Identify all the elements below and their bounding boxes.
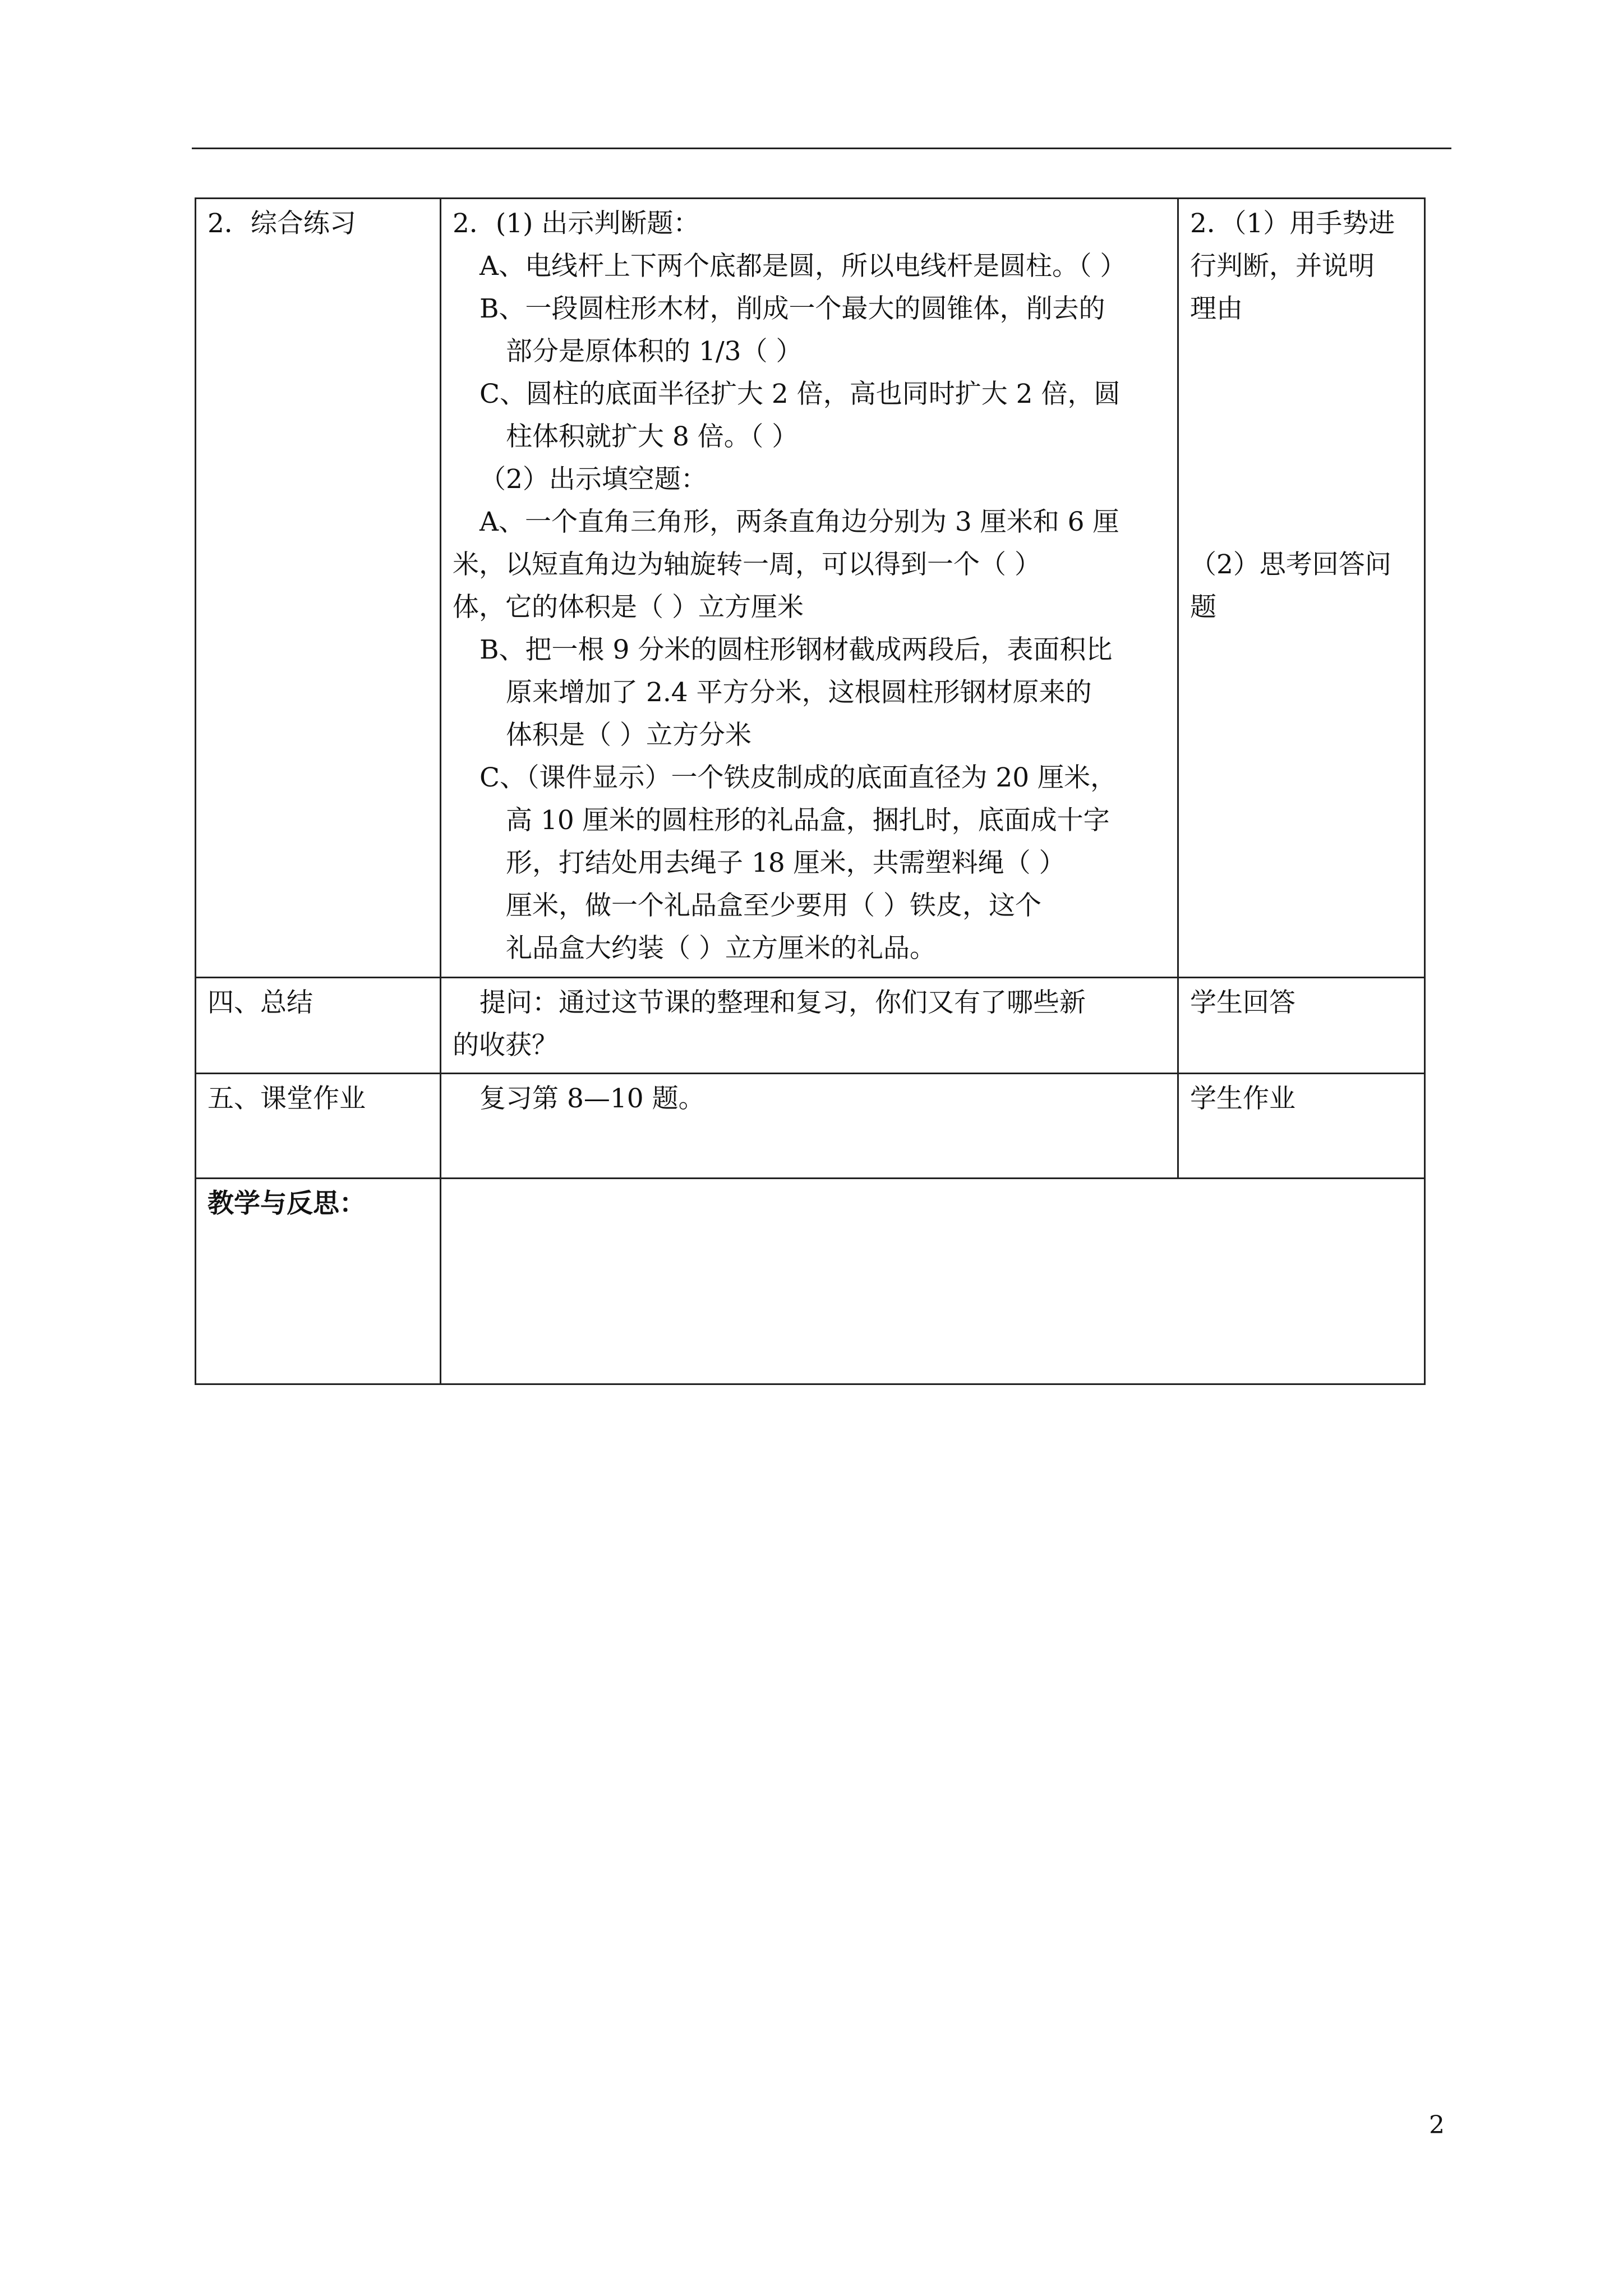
table-row-practice [196,199,1425,978]
content-line: 提问：通过这节课的整理和复习，你们又有了哪些新 [479,987,1086,1018]
content-cell [441,978,1178,1074]
content-cell [441,199,1178,978]
lesson-plan-table [195,197,1426,1385]
spacer [1190,373,1413,416]
content-line: 体积是（ ）立方分米 [506,720,751,751]
stage-cell [196,199,441,978]
spacer [1190,330,1413,373]
activity-line: （2）思考回答问 [1190,549,1391,580]
content-line: 2．(1) 出示判断题： [453,208,700,239]
content-line: B、一段圆柱形木材，削成一个最大的圆锥体，削去的 [479,293,1105,324]
activity-line: 题 [1190,592,1216,623]
header-rule [192,148,1451,149]
table-row-summary [196,978,1425,1074]
activity-cell [1178,199,1425,978]
activity-line: 学生作业 [1190,1083,1295,1114]
content-line: 厘米，做一个礼品盒至少要用（ ）铁皮，这个 [506,890,1041,921]
content-line: 米，以短直角边为轴旋转一周，可以得到一个（ ） [453,549,1041,580]
content-line: 原来增加了 2.4 平方分米，这根圆柱形钢材原来的 [506,677,1092,708]
content-cell [441,1074,1178,1179]
stage-label: 四、总结 [208,987,313,1018]
content-line: A、一个直角三角形，两条直角边分别为 3 厘米和 6 厘 [479,507,1119,537]
content-line: C、（课件显示）一个铁皮制成的底面直径为 20 厘米， [479,762,1117,793]
stage-cell [196,1074,441,1179]
stage-label: 五、课堂作业 [208,1083,366,1114]
content-line: 的收获？ [453,1030,558,1061]
activity-cell [1178,1074,1425,1179]
activity-line: 理由 [1190,293,1243,324]
content-line: C、圆柱的底面半径扩大 2 倍，高也同时扩大 2 倍，圆 [479,379,1121,409]
content-line: 柱体积就扩大 8 倍。（ ） [506,421,799,452]
spacer [1190,501,1413,544]
stage-cell [196,1179,441,1384]
page-number: 2 [1429,2111,1445,2139]
content-line: 形，打结处用去绳子 18 厘米，共需塑料绳（ ） [506,848,1066,878]
content-line: 部分是原体积的 1/3（ ） [506,336,803,367]
content-line: 复习第 8—10 题。 [479,1083,705,1114]
content-line: B、把一根 9 分米的圆柱形钢材截成两段后，表面积比 [479,634,1113,665]
activity-line: 行判断，并说明 [1190,251,1375,282]
content-line: 体，它的体积是（ ）立方厘米 [453,592,804,623]
activity-line: 学生回答 [1190,987,1295,1018]
spacer [1190,458,1413,501]
activity-line: 2．（1）用手势进 [1190,208,1395,239]
activity-cell [1178,978,1425,1074]
table-row-reflection [196,1179,1425,1384]
reflection-label: 教学与反思： [208,1188,366,1219]
reflection-cell [441,1179,1425,1384]
content-line: 礼品盒大约装（ ）立方厘米的礼品。 [506,933,936,964]
content-line: 高 10 厘米的圆柱形的礼品盒，捆扎时，底面成十字 [506,805,1110,836]
stage-cell [196,978,441,1074]
spacer [1190,416,1413,458]
content-line: A、电线杆上下两个底都是圆，所以电线杆是圆柱。（ ） [479,251,1127,282]
stage-label: 2．综合练习 [208,208,356,239]
content-line: （2）出示填空题： [479,464,707,495]
table-row-homework [196,1074,1425,1179]
